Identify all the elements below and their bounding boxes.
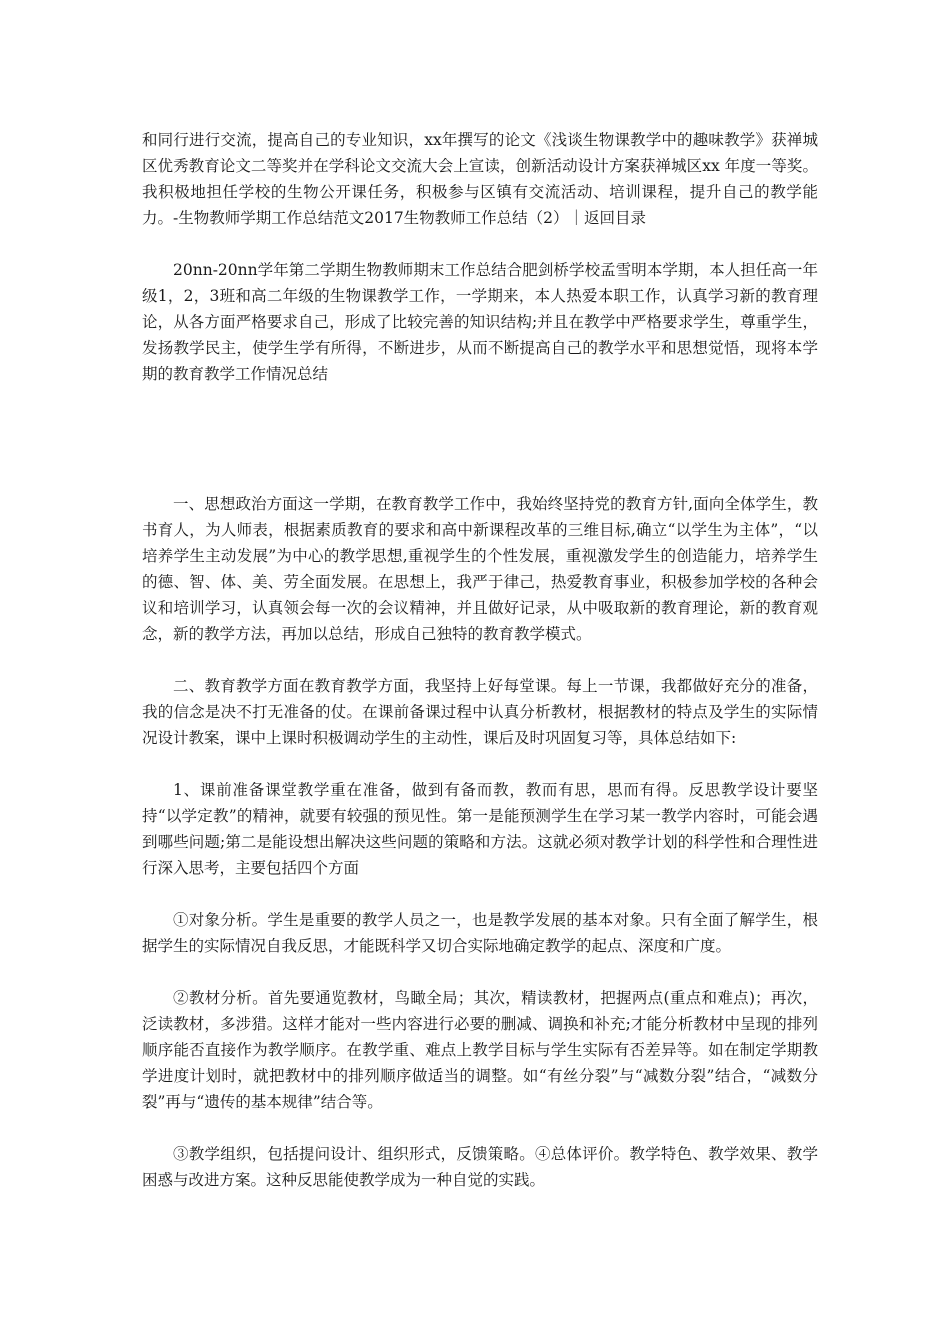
paragraph-teaching: 二、教育教学方面在教育教学方面，我坚持上好每堂课。每上一节课，我都做好充分的准备，我的信念是决不打无准备的仗。在课前备课过程中认真分析教材，根据教材的特点及学生的实际情况设计教案，课中上课时积极调动学生的主动性，课后及时巩固复习等，具体总结如下:: [142, 677, 818, 747]
paragraph-intro: 20nn-20nn学年第二学期生物教师期末工作总结合肥剑桥学校孟雪明本学期，本人担任高一年级1，2，3班和高二年级的生物课教学工作，一学期来，本人热爱本职工作，认真学习新的教育理论，从各方面严格要求自己，形成了比较完善的知识结构;并且在教学中严格要求学生，尊重学生，发扬教学民主，使学生学有所得，不断进步，从而不断提高自己的教学水平和思想觉悟，现将本学期的教育教学工作情况总结: [142, 261, 818, 383]
paragraph-object-analysis: ①对象分析。学生是重要的教学人员之一，也是教学发展的基本对象。只有全面了解学生，根据学生的实际情况自我反思，才能既科学又切合实际地确定教学的起点、深度和广度。: [142, 911, 818, 955]
paragraph-textbook-analysis: ②教材分析。首先要通览教材，鸟瞰全局；其次，精读教材，把握两点(重点和难点)；再次，泛读教材，多涉猎。这样才能对一些内容进行必要的删减、调换和补充;才能分析教材中呈现的排列顺序能否直接作为教学顺序。在教学重、难点上教学目标与学生实际有否差异等。如在制定学期教学进度计划时，就把教材中的排列顺序做适当的调整。如“有丝分裂”与“减数分裂”结合，“减数分裂”再与“遗传的基本规律”结合等。: [142, 989, 818, 1111]
document-page: [142, 127, 818, 1193]
paragraph-continuation: 和同行进行交流，提高自己的专业知识，xx年撰写的论文《浅谈生物课教学中的趣味教学》获禅城区优秀教育论文二等奖并在学科论文交流大会上宣读，创新活动设计方案获禅城区xx 年度一等奖。我积极地担任学校的生物公开课任务，积极参与区镇有交流活动、培训课程，提升自己的教学能力。-生物教师学期工作总结范文2017生物教师工作总结（2）｜返回目录: [142, 131, 818, 227]
paragraph-organization: ③教学组织，包括提问设计、组织形式，反馈策略。④总体评价。教学特色、教学效果、教学困惑与改进方案。这种反思能使教学成为一种自觉的实践。: [142, 1145, 818, 1189]
paragraph-preparation: 1、课前准备课堂教学重在准备，做到有备而教，教而有思，思而有得。反思教学设计要坚持“以学定教”的精神，就要有较强的预见性。第一是能预测学生在学习某一教学内容时，可能会遇到哪些问题;第二是能设想出解决这些问题的策略和方法。这就必须对教学计划的科学性和合理性进行深入思考，主要包括四个方面: [142, 781, 818, 877]
paragraph-political: 一、思想政治方面这一学期，在教育教学工作中，我始终坚持党的教育方针,面向全体学生，教书育人，为人师表，根据素质教育的要求和高中新课程改革的三维目标,确立“以学生为主体”，“以培养学生主动发展”为中心的教学思想,重视学生的个性发展，重视激发学生的创造能力，培养学生的德、智、体、美、劳全面发展。在思想上，我严于律己，热爱教育事业，积极参加学校的各种会议和培训学习，认真领会每一次的会议精神，并且做好记录，从中吸取新的教育理论，新的教育观念，新的教学方法，再加以总结，形成自己独特的教育教学模式。: [142, 495, 818, 643]
